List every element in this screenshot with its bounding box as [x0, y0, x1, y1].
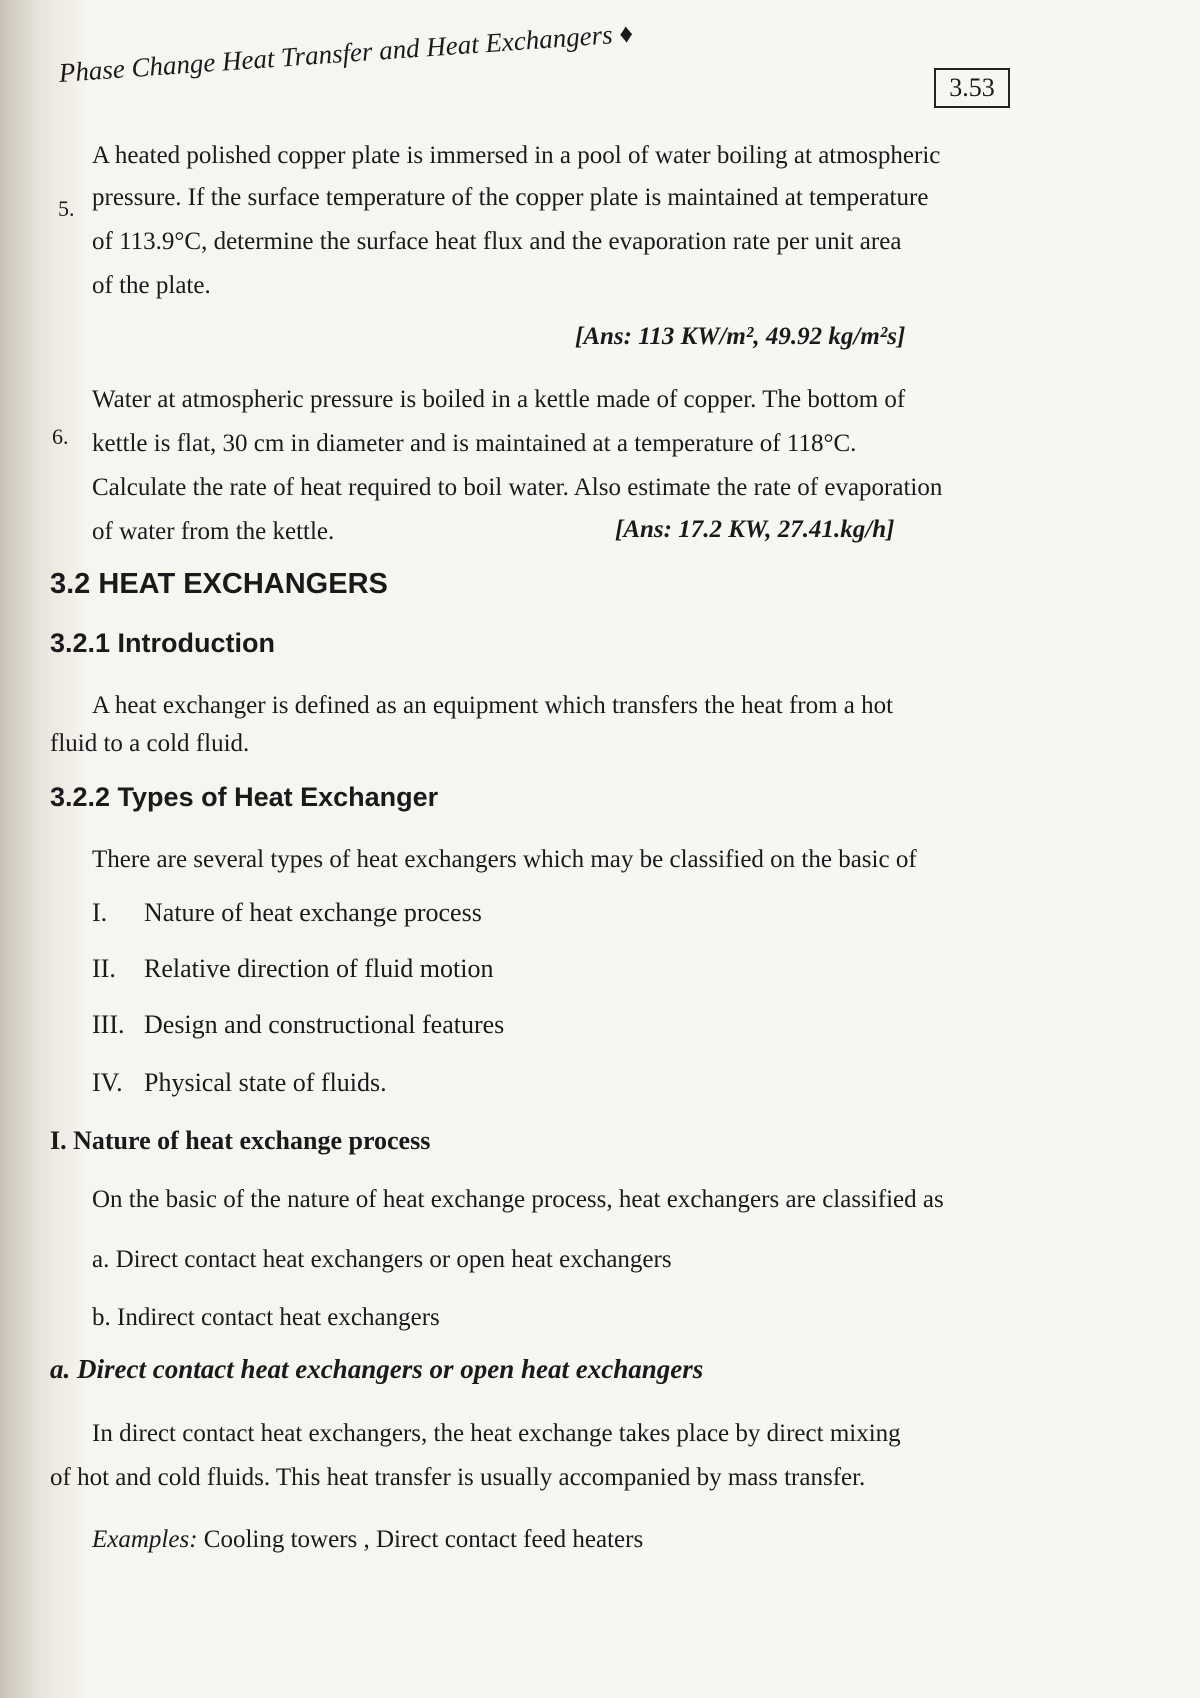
- list-text: Physical state of fluids.: [144, 1068, 387, 1097]
- page-number: 3.53: [934, 68, 1010, 108]
- intro-line: fluid to a cold fluid.: [50, 730, 250, 757]
- nature-list-item: b. Indirect contact heat exchangers: [92, 1304, 440, 1331]
- problem-line: Calculate the rate of heat required to boil water. Also estimate the rate of evaporation: [92, 474, 943, 501]
- examples-text: Cooling towers , Direct contact feed heaters: [203, 1526, 644, 1553]
- problem-line: pressure. If the surface temperature of the copper plate is maintained at temperature: [92, 184, 929, 211]
- problem-answer: [Ans: 17.2 KW, 27.41.kg/h]: [615, 516, 895, 543]
- problem-line: of water from the kettle.: [92, 518, 335, 545]
- direct-line: In direct contact heat exchangers, the heat exchange takes place by direct mixing: [92, 1420, 901, 1447]
- problem-line: of 113.9°C, determine the surface heat flux and the evaporation rate per unit area: [92, 228, 902, 255]
- nature-heading: I. Nature of heat exchange process: [50, 1126, 431, 1155]
- list-number: I.: [92, 898, 108, 927]
- types-list-item: [92, 1068, 387, 1098]
- problem-line: of the plate.: [92, 272, 211, 299]
- list-text: Relative direction of fluid motion: [144, 954, 494, 983]
- types-lead: There are several types of heat exchangers which may be classified on the basic of: [92, 846, 917, 873]
- problem-line: Water at atmospheric pressure is boiled in a kettle made of copper. The bottom of: [92, 386, 906, 413]
- list-number: III.: [92, 1010, 125, 1039]
- direct-line: of hot and cold fluids. This heat transfer is usually accompanied by mass transfer.: [50, 1464, 866, 1491]
- nature-lead: On the basic of the nature of heat exchange process, heat exchangers are classified as: [92, 1186, 944, 1213]
- direct-heading: a. Direct contact heat exchangers or open heat exchangers: [50, 1354, 704, 1384]
- subsection-heading: 3.2.2 Types of Heat Exchanger: [50, 782, 439, 812]
- section-heading: 3.2 HEAT EXCHANGERS: [50, 568, 388, 600]
- examples-label: Examples:: [92, 1526, 198, 1553]
- list-text: Design and constructional features: [144, 1010, 505, 1039]
- problem-number: 6.: [52, 424, 69, 449]
- examples-line: [92, 1518, 643, 1562]
- types-list-item: [92, 898, 482, 928]
- list-number: II.: [92, 954, 116, 983]
- problem-line: A heated polished copper plate is immersed in a pool of water boiling at atmospheric: [92, 142, 941, 169]
- running-header: Phase Change Heat Transfer and Heat Exchangers ♦: [57, 17, 634, 89]
- types-list-item: [92, 1010, 504, 1040]
- types-list-item: [92, 954, 493, 984]
- list-text: Nature of heat exchange process: [144, 898, 482, 927]
- list-number: IV.: [92, 1068, 123, 1097]
- subsection-heading: 3.2.1 Introduction: [50, 628, 276, 658]
- problem-number: 5.: [58, 196, 75, 221]
- nature-list-item: a. Direct contact heat exchangers or open heat exchangers: [92, 1246, 672, 1273]
- intro-line: A heat exchanger is defined as an equipment which transfers the heat from a hot: [92, 692, 894, 719]
- problem-answer: [Ans: 113 KW/m², 49.92 kg/m²s]: [575, 323, 906, 350]
- problem-line: kettle is flat, 30 cm in diameter and is maintained at a temperature of 118°C.: [92, 430, 857, 457]
